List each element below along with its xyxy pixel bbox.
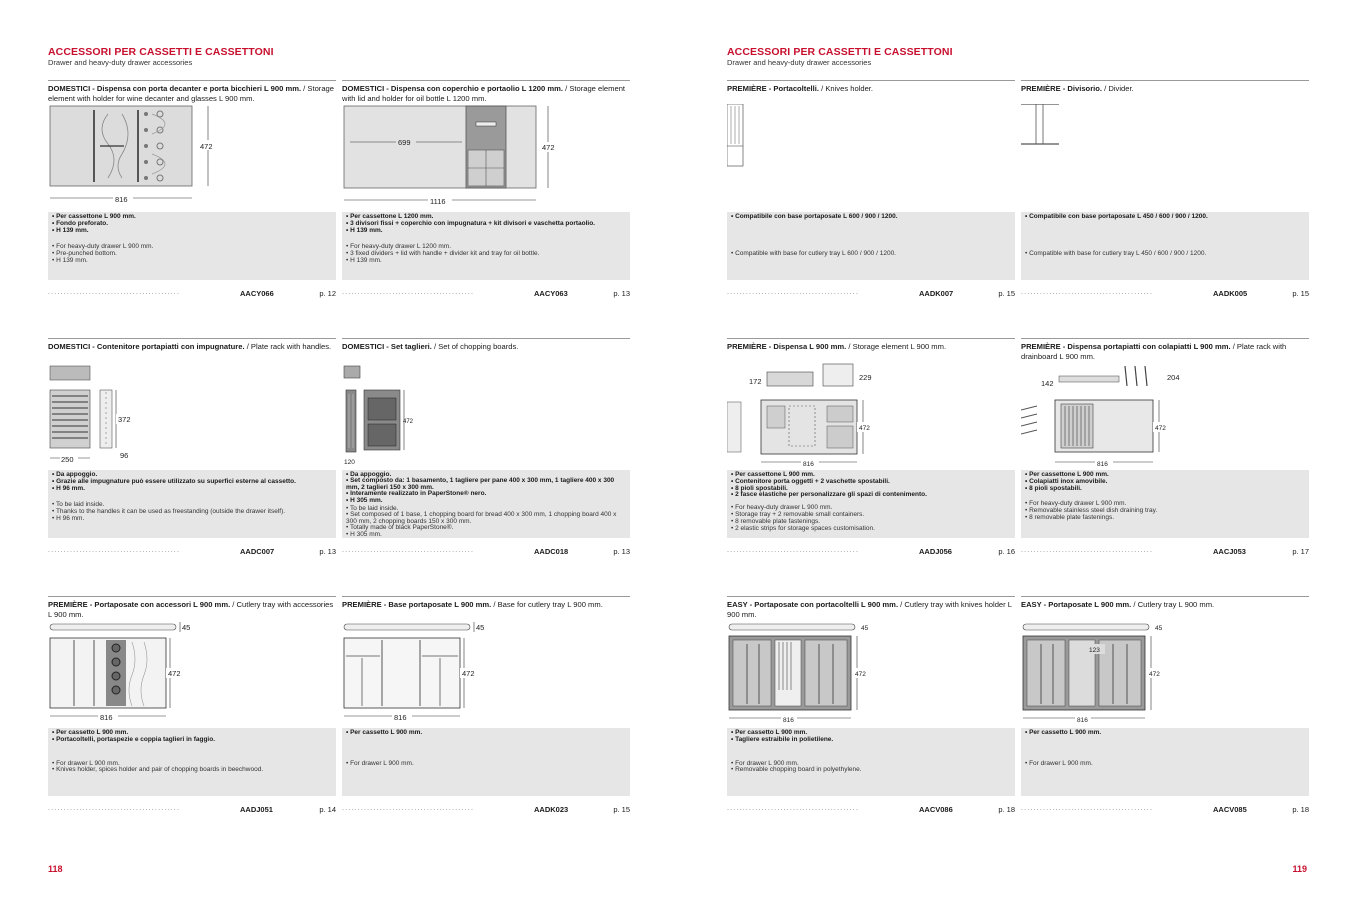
product-code: AACY063 (534, 289, 568, 298)
product-title: PREMIÈRE - Portaposate con accessori L 900 mm. / Cutlery tray with accessories L 900 mm. (48, 600, 334, 619)
product-card (48, 80, 336, 310)
svg-text:472: 472 (403, 419, 414, 425)
product-title: DOMESTICI - Set taglieri. / Set of chopping boards. (342, 342, 519, 351)
svg-text:472: 472 (859, 425, 870, 432)
product-title: PREMIÈRE - Base portaposate L 900 mm. / Base for cutlery tray L 900 mm. (342, 600, 603, 609)
svg-text:816: 816 (1097, 461, 1108, 468)
product-drawing (342, 104, 630, 210)
product-reference: .......................................... AADK023 p. 15 (342, 805, 630, 814)
svg-text:142: 142 (1041, 379, 1054, 388)
product-title: DOMESTICI - Contenitore portapiatti con impugnature. / Plate rack with handles. (48, 342, 332, 351)
product-code: AADC018 (534, 547, 569, 556)
page-ref: p. 17 (1292, 547, 1309, 556)
product-code: AADK023 (534, 805, 569, 814)
specs-panel: • Per cassettone L 900 mm. • Colapiatti inox amovibile. • 8 pioli spostabili. • For heavy-duty drawer L 900 mm. • Removable stainless steel dish draining tray. • 8 removable plate fastenings. (1021, 470, 1309, 538)
page-ref: p. 13 (319, 547, 336, 556)
product-code: AADK005 (1213, 289, 1248, 298)
product-code: AACV085 (1213, 805, 1247, 814)
product-reference: .......................................... AADJ051 p. 14 (48, 805, 336, 814)
svg-text:1116: 1116 (430, 197, 446, 206)
left-page (48, 0, 638, 904)
section-subtitle: Drawer and heavy-duty drawer accessories (727, 58, 872, 67)
product-reference: .......................................... AACV086 p. 18 (727, 805, 1015, 814)
svg-text:472: 472 (1155, 425, 1166, 432)
specs-panel: • Per cassettone L 900 mm. • Contenitore porta oggetti + 2 vaschette spostabili. • 8 pioli spostabili. • 2 fasce elastiche per personalizzare gli spazi di contenimento. • For heavy-duty drawer L 900 mm. • Storage tray + 2 removable small containers. • 8 removable plate fastenings. • 2 elastic strips for storage spaces customisation. (727, 470, 1015, 538)
product-card (727, 596, 1015, 826)
product-reference: .......................................... AADC018 p. 13 (342, 547, 630, 556)
product-reference: .......................................... AACV085 p. 18 (1021, 805, 1309, 814)
product-code: AACY066 (240, 289, 274, 298)
product-title: PREMIÈRE - Portacoltelli. / Knives holder. (727, 84, 874, 93)
specs-panel: • Per cassettone L 1200 mm. • 3 divisori fissi + coperchio con impugnatura + kit divisori e vaschetta portaolio. • H 139 mm. • For heavy-duty drawer L 1200 mm. • 3 fixed dividers + lid with handle + divider kit and tray for oil bottle. • H 139 mm. (342, 212, 630, 280)
svg-text:120: 120 (344, 459, 355, 466)
product-title: DOMESTICI - Dispensa con porta decanter e porta bicchieri L 900 mm. / Storage element with holder for wine decanter and glasses L 900 mm. (48, 84, 334, 103)
product-drawing (727, 104, 1015, 210)
product-reference: .......................................... AACJ053 p. 17 (1021, 547, 1309, 556)
product-drawing (1021, 104, 1309, 210)
product-card (727, 338, 1015, 568)
page-number: 119 (1292, 864, 1307, 874)
page-ref: p. 14 (319, 805, 336, 814)
svg-text:96: 96 (120, 451, 129, 460)
product-title: PREMIÈRE - Divisorio. / Divider. (1021, 84, 1134, 93)
product-title: EASY - Portaposate con portacoltelli L 900 mm. / Cutlery tray with knives holder L 900 mm. (727, 600, 1012, 619)
page-ref: p. 16 (998, 547, 1015, 556)
product-drawing (727, 620, 1015, 726)
product-title: DOMESTICI - Dispensa con coperchio e portaolio L 1200 mm. / Storage element with lid and holder for oil bottle L 1200 mm. (342, 84, 626, 103)
specs-panel: • Per cassetto L 900 mm. • Portacoltelli, portaspezie e coppia taglieri in faggio. • For drawer L 900 mm. • Knives holder, spices holder and pair of chopping boards in beechwood. (48, 728, 336, 796)
page-ref: p. 13 (613, 547, 630, 556)
svg-text:472: 472 (462, 669, 475, 678)
section-subtitle: Drawer and heavy-duty drawer accessories (48, 58, 193, 67)
specs-panel: • Per cassetto L 900 mm. • For drawer L 900 mm. (1021, 728, 1309, 796)
product-drawing (48, 104, 336, 210)
svg-text:816: 816 (803, 461, 814, 468)
product-drawing (48, 620, 336, 726)
product-code: AADK007 (919, 289, 954, 298)
svg-text:45: 45 (861, 625, 869, 632)
product-reference: .......................................... AADJ056 p. 16 (727, 547, 1015, 556)
product-card (1021, 80, 1309, 310)
svg-text:229: 229 (859, 373, 872, 382)
product-code: AACV086 (919, 805, 953, 814)
product-card (1021, 596, 1309, 826)
product-card (727, 80, 1015, 310)
product-reference: .......................................... AADK005 p. 15 (1021, 289, 1309, 298)
product-code: AACJ053 (1213, 547, 1246, 556)
specs-panel: • Per cassetto L 900 mm. • For drawer L 900 mm. (342, 728, 630, 796)
svg-text:816: 816 (1077, 717, 1088, 724)
product-reference: .......................................... AACY066 p. 12 (48, 289, 336, 298)
svg-text:204: 204 (1167, 373, 1180, 382)
svg-text:699: 699 (398, 138, 411, 147)
page-ref: p. 12 (319, 289, 336, 298)
product-drawing (342, 362, 630, 468)
specs-panel: • Compatibile con base portaposate L 600 / 900 / 1200. • Compatible with base for cutlery tray L 600 / 900 / 1200. (727, 212, 1015, 280)
svg-text:172: 172 (749, 377, 762, 386)
svg-text:45: 45 (1155, 625, 1163, 632)
specs-panel: • Per cassetto L 900 mm. • Tagliere estraibile in polietilene. • For drawer L 900 mm. • Removable chopping board in polyethylene. (727, 728, 1015, 796)
svg-text:472: 472 (200, 142, 213, 151)
svg-text:472: 472 (855, 671, 866, 678)
page-ref: p. 13 (613, 289, 630, 298)
product-code: AADJ056 (919, 547, 952, 556)
page-ref: p. 18 (998, 805, 1015, 814)
svg-text:816: 816 (783, 717, 794, 724)
product-title: PREMIÈRE - Dispensa L 900 mm. / Storage element L 900 mm. (727, 342, 947, 351)
right-page (727, 0, 1317, 904)
svg-text:472: 472 (168, 669, 181, 678)
product-card (342, 338, 630, 568)
product-card (1021, 338, 1309, 568)
page-number: 118 (48, 864, 63, 874)
svg-text:45: 45 (182, 623, 191, 632)
svg-text:250: 250 (61, 455, 74, 464)
product-reference: .......................................... AACY063 p. 13 (342, 289, 630, 298)
product-reference: .......................................... AADK007 p. 15 (727, 289, 1015, 298)
svg-text:123: 123 (1089, 647, 1100, 654)
product-drawing (48, 362, 336, 468)
svg-text:372: 372 (118, 415, 131, 424)
specs-panel: • Da appoggio. • Grazie alle impugnature può essere utilizzato su superfici esterne al cassetto. • H 96 mm. • To be laid inside. • Thanks to the handles it can be used as freestanding (outside the drawer itself). • H 96 mm. (48, 470, 336, 538)
svg-text:816: 816 (115, 195, 128, 204)
specs-panel: • Compatibile con base portaposate L 450 / 600 / 900 / 1200. • Compatible with base for cutlery tray L 450 / 600 / 900 / 1200. (1021, 212, 1309, 280)
product-title: PREMIÈRE - Dispensa portapiatti con colapiatti L 900 mm. / Plate rack with drainboard L 900 mm. (1021, 342, 1287, 361)
product-card (48, 596, 336, 826)
page-ref: p. 15 (613, 805, 630, 814)
specs-panel: • Da appoggio. • Set composto da: 1 basamento, 1 tagliere per pane 400 x 300 mm, 1 tagliere 400 x 300 mm, 2 taglieri 150 x 300 mm. • Interamente realizzato in PaperStone® nero. • H 305 mm. • To be laid inside. • Set composed of 1 base, 1 chopping board for bread 400 x 300 mm, 1 chopping board 400 x 300 mm, 2 chopping boards 150 x 300 mm. • Totally made of black PaperStone®. • H 305 mm. (342, 470, 630, 538)
product-code: AADJ051 (240, 805, 273, 814)
product-card (342, 596, 630, 826)
page-ref: p. 18 (1292, 805, 1309, 814)
product-reference: .......................................... AADC007 p. 13 (48, 547, 336, 556)
product-card (48, 338, 336, 568)
svg-text:472: 472 (542, 143, 555, 152)
svg-text:816: 816 (394, 713, 407, 722)
product-drawing (342, 620, 630, 726)
section-title: ACCESSORI PER CASSETTI E CASSETTONI (727, 46, 953, 58)
specs-panel: • Per cassettone L 900 mm. • Fondo preforato. • H 139 mm. • For heavy-duty drawer L 900 mm. • Pre-punched bottom. • H 139 mm. (48, 212, 336, 280)
product-code: AADC007 (240, 547, 275, 556)
product-drawing (1021, 620, 1309, 726)
product-drawing (1021, 362, 1309, 468)
svg-text:45: 45 (476, 623, 485, 632)
svg-text:472: 472 (1149, 671, 1160, 678)
page-ref: p. 15 (998, 289, 1015, 298)
product-card (342, 80, 630, 310)
page-ref: p. 15 (1292, 289, 1309, 298)
svg-text:816: 816 (100, 713, 113, 722)
product-title: EASY - Portaposate L 900 mm. / Cutlery tray L 900 mm. (1021, 600, 1215, 609)
section-title: ACCESSORI PER CASSETTI E CASSETTONI (48, 46, 274, 58)
product-drawing (727, 362, 1015, 468)
